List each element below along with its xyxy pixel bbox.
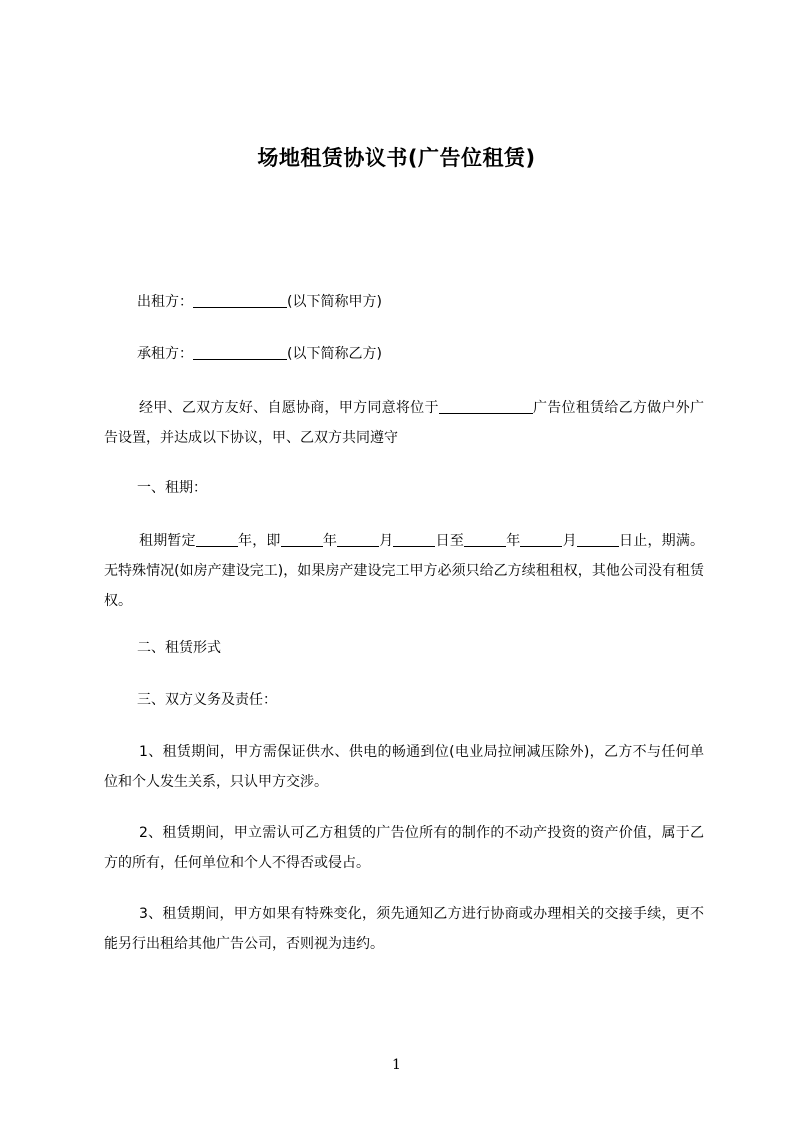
term-text-7: 月: [562, 533, 577, 549]
end-month-blank[interactable]: [520, 532, 562, 547]
clause-3: [104, 899, 704, 959]
intro-text-1: 经甲、乙双方友好、自愿协商，甲方同意将位于: [139, 400, 439, 416]
term-text-1: 租期暂定: [139, 533, 196, 549]
lessor-label: 出租方：: [137, 294, 193, 310]
term-paragraph: [104, 526, 704, 616]
lessor-suffix: (以下简称甲方): [287, 294, 382, 310]
intro-paragraph: [104, 393, 704, 453]
lessee-suffix: (以下简称乙方): [287, 346, 382, 362]
section-3-heading: 三、双方义务及责任：: [137, 692, 277, 708]
end-day-blank[interactable]: [577, 532, 619, 547]
clause-1-text: 1、租赁期间，甲方需保证供水、供电的畅通到位(电业局拉闸减压除外)，乙方不与任何单位和个人发生关系，只认甲方交涉。: [104, 744, 704, 790]
end-year-blank[interactable]: [464, 532, 506, 547]
start-month-blank[interactable]: [337, 532, 379, 547]
term-text-2: 年，即: [237, 533, 281, 549]
section-1-heading: 一、租期：: [137, 480, 207, 496]
clause-2: [104, 818, 704, 878]
lessee-line: [137, 344, 382, 364]
lessor-blank[interactable]: [193, 293, 287, 308]
intro-text-2: 广告位租赁给乙方做户外广告设置，并达成以下协议，甲、乙双方共同遵守: [104, 400, 705, 446]
location-blank[interactable]: [439, 399, 533, 414]
section-2-heading: 二、租赁形式: [137, 640, 221, 656]
term-text-6: 年: [506, 533, 521, 549]
term-text-3: 年: [322, 533, 338, 549]
clause-2-text: 2、租赁期间，甲立需认可乙方租赁的广告位所有的制作的不动产投资的资产价值，属于乙方的所有，任何单位和个人不得否或侵占。: [104, 825, 704, 871]
document-title: 场地租赁协议书(广告位租赁): [257, 146, 536, 170]
start-day-blank[interactable]: [393, 532, 435, 547]
page-number: 1: [392, 1057, 401, 1073]
clause-1: [104, 737, 704, 797]
term-years-blank[interactable]: [196, 532, 238, 547]
term-text-4: 月: [379, 533, 394, 549]
term-text-8: 日止，期满。无特殊情况(如房产建设完工)，如果房产建设完工甲方必须只给乙方续租租权，其他公司没有租赁权。: [104, 533, 705, 609]
lessee-label: 承租方：: [137, 346, 193, 362]
start-year-blank[interactable]: [281, 532, 323, 547]
lessee-blank[interactable]: [193, 345, 287, 360]
term-text-5: 日至: [435, 533, 465, 549]
clause-3-text: 3、租赁期间，甲方如果有特殊变化，须先通知乙方进行协商或办理相关的交接手续，更不能另行出租给其他广告公司，否则视为违约。: [104, 906, 704, 952]
lessor-line: [137, 292, 382, 312]
